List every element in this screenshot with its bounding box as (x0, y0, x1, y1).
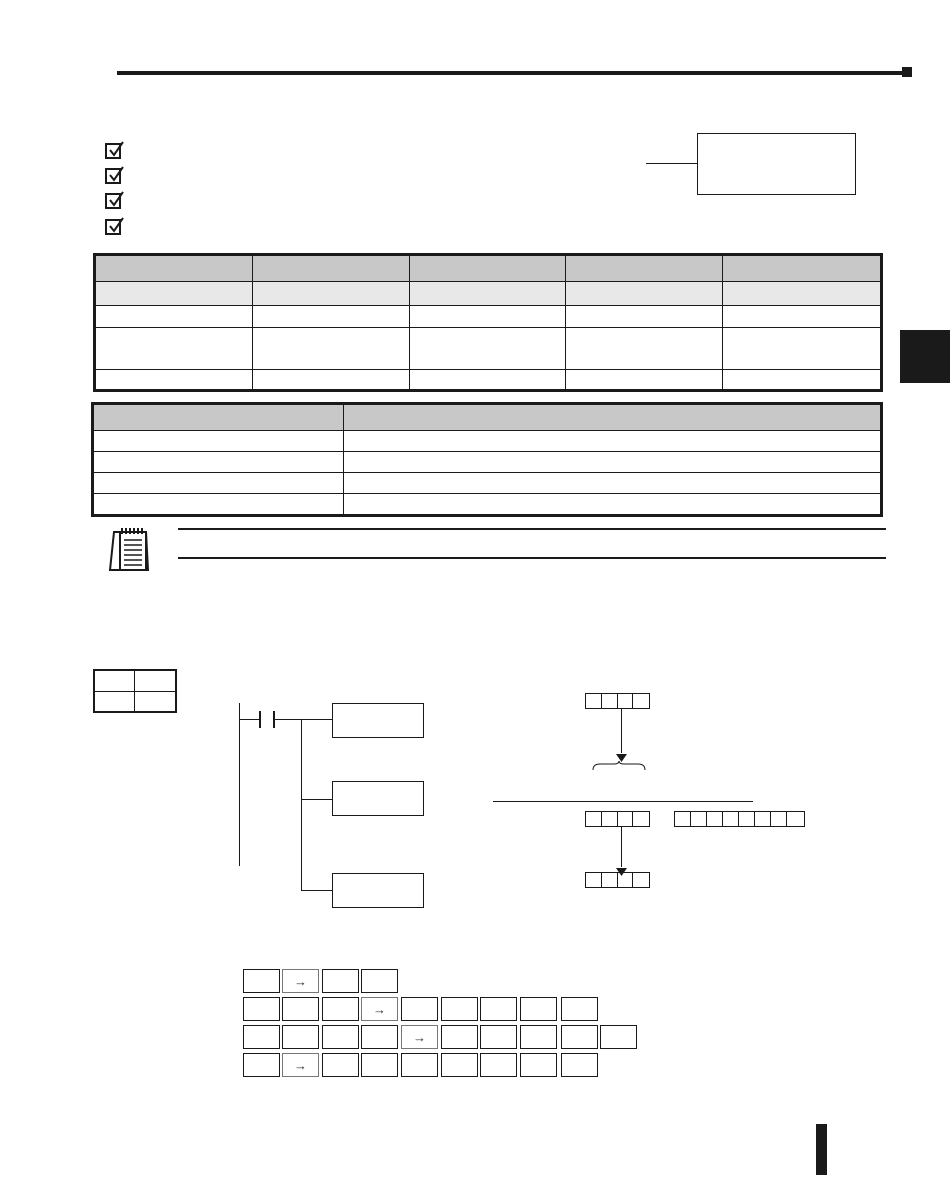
key-button[interactable] (561, 997, 598, 1021)
key-button[interactable] (441, 1025, 478, 1049)
shift-arrow-key[interactable]: → (282, 1053, 319, 1077)
key-button[interactable] (322, 969, 359, 993)
key-button[interactable] (561, 1053, 598, 1077)
key-button[interactable] (243, 1053, 280, 1077)
notepad-icon (108, 526, 152, 577)
checkbox-checked-icon (105, 219, 121, 235)
remainder-register (585, 811, 650, 827)
rung-wire (275, 719, 332, 720)
key-button[interactable] (600, 1025, 637, 1049)
table-cell (94, 670, 134, 691)
table-header-cell (723, 256, 881, 282)
table-cell (134, 670, 176, 691)
table-cell (343, 473, 880, 494)
chapter-tab (900, 330, 950, 383)
checkbox-checked-icon (105, 193, 121, 209)
rung-wire (239, 719, 261, 720)
shift-arrow-key[interactable]: → (282, 969, 319, 993)
shift-arrow-key[interactable]: → (401, 1025, 438, 1049)
cpu-support-table (93, 669, 177, 713)
table-header-cell (252, 256, 409, 282)
key-button[interactable] (441, 1053, 478, 1077)
table-cell (96, 282, 253, 306)
key-button[interactable] (322, 997, 359, 1021)
division-line (493, 801, 753, 802)
key-button[interactable] (361, 969, 398, 993)
table-cell (343, 452, 880, 473)
key-button[interactable] (520, 1053, 557, 1077)
key-button[interactable] (401, 997, 438, 1021)
table-cell (94, 494, 344, 515)
table-cell (96, 328, 253, 370)
table-row (96, 328, 881, 370)
table-cell (723, 282, 881, 306)
table-cell (409, 328, 566, 370)
key-button[interactable] (480, 1053, 517, 1077)
table-header-row (94, 405, 881, 431)
key-button[interactable] (243, 969, 280, 993)
table-cell (566, 306, 723, 328)
key-button[interactable] (561, 1025, 598, 1049)
key-button[interactable] (441, 997, 478, 1021)
table-cell (723, 306, 881, 328)
table-cell (252, 282, 409, 306)
key-button[interactable] (520, 997, 557, 1021)
key-button[interactable] (322, 1025, 359, 1049)
key-button[interactable] (361, 1053, 398, 1077)
table-cell (409, 282, 566, 306)
page-edge-marker (816, 1124, 827, 1175)
key-button[interactable] (322, 1053, 359, 1077)
spec-table (95, 255, 881, 390)
checkbox-checked-icon (105, 168, 121, 184)
key-button[interactable] (243, 1025, 280, 1049)
key-button[interactable] (480, 997, 517, 1021)
table-cell (96, 370, 253, 390)
callout-box (697, 133, 856, 195)
table-row (94, 452, 881, 473)
contact-icon (259, 711, 275, 728)
table-header-row (96, 256, 881, 282)
table-header-cell (343, 405, 880, 431)
table-cell (134, 691, 176, 712)
header-end-marker (902, 67, 912, 77)
table-row (94, 670, 176, 691)
power-rail (239, 703, 240, 866)
table-header-cell (96, 256, 253, 282)
table-header-cell (94, 405, 344, 431)
out-instruction-box (332, 873, 424, 908)
table-cell (96, 306, 253, 328)
rung-wire (301, 799, 332, 800)
key-button[interactable] (520, 1025, 557, 1049)
header-rule (117, 71, 903, 75)
rung-wire (301, 890, 332, 891)
table-cell (566, 282, 723, 306)
table-cell (409, 306, 566, 328)
table-cell (343, 494, 880, 515)
table-row (94, 431, 881, 452)
table-row (94, 691, 176, 712)
branch-wire (301, 719, 302, 891)
table-row (96, 282, 881, 306)
table-cell (252, 306, 409, 328)
key-button[interactable] (361, 1025, 398, 1049)
table-header-cell (566, 256, 723, 282)
table-row (94, 494, 881, 515)
table-cell (94, 431, 344, 452)
flow-arrow-line (621, 709, 622, 753)
accumulator-register (674, 811, 805, 827)
key-button[interactable] (480, 1025, 517, 1049)
flow-arrow-line (621, 827, 622, 867)
table-cell (723, 370, 881, 390)
key-button[interactable] (243, 997, 280, 1021)
table-cell (566, 370, 723, 390)
table-cell (252, 328, 409, 370)
load-instruction-box (332, 703, 424, 738)
brace-icon (592, 758, 646, 776)
table-cell (94, 473, 344, 494)
table-cell (409, 370, 566, 390)
table-cell (252, 370, 409, 390)
math-instruction-box (332, 781, 424, 816)
key-button[interactable] (401, 1053, 438, 1077)
table-row (96, 370, 881, 390)
table-cell (343, 431, 880, 452)
table-row (96, 306, 881, 328)
table-cell (94, 691, 134, 712)
checkbox-checked-icon (105, 143, 121, 159)
table-cell (566, 328, 723, 370)
table-header-cell (409, 256, 566, 282)
table-cell (94, 452, 344, 473)
operand-table (93, 404, 881, 515)
note-bottom-rule (178, 557, 886, 559)
shift-arrow-key[interactable]: → (361, 997, 398, 1021)
table-cell (723, 328, 881, 370)
table-row (94, 473, 881, 494)
key-button[interactable] (282, 1025, 319, 1049)
source-register (585, 693, 650, 709)
destination-register (585, 872, 650, 888)
note-top-rule (178, 528, 886, 530)
callout-leader-line (646, 163, 697, 164)
key-button[interactable] (282, 997, 319, 1021)
